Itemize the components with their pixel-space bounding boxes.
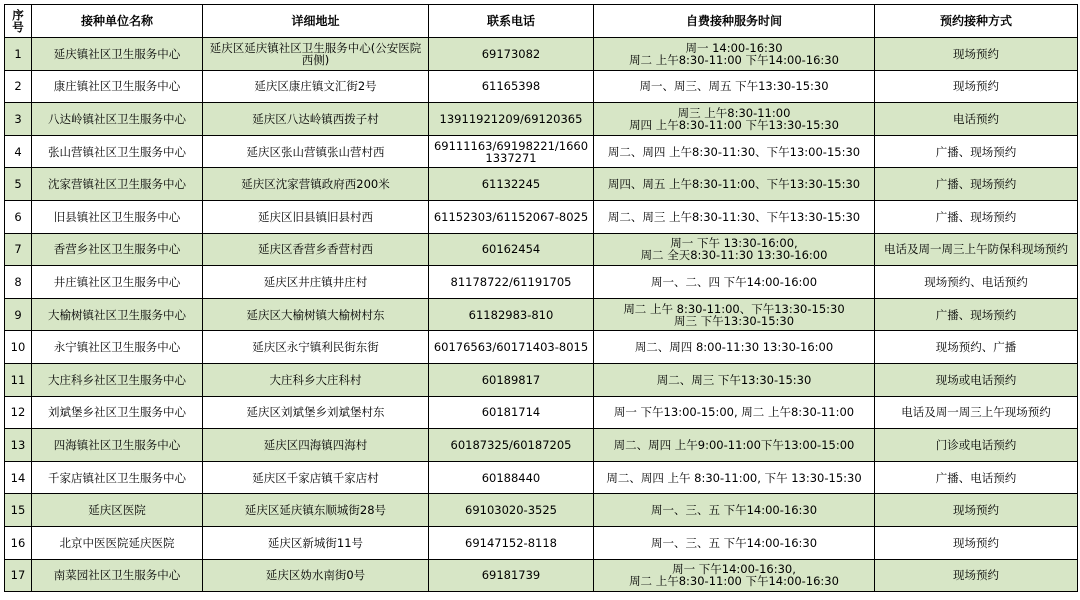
cell-address-text: 延庆区延庆镇社区卫生服务中心(公安医院西侧) [209,40,422,67]
cell-booking-method [875,298,1078,331]
cell-index-text: 12 [10,405,26,420]
cell-unit-name-text: 井庄镇社区卫生服务中心 [53,274,181,289]
cell-service-time-text: 周一 下午14:00-16:30, 周二 上午8:30-11:00 下午14:00-16:30 [629,562,839,589]
table-row [5,559,1078,592]
cell-address [203,200,429,233]
table-row [5,396,1078,429]
cell-phone [429,559,594,592]
cell-phone [429,70,594,103]
cell-address-text: 延庆区新城街11号 [267,535,364,550]
cell-booking-method [875,200,1078,233]
cell-address [203,429,429,462]
cell-phone-text: 60187325/60187205 [450,437,572,452]
cell-index [5,396,32,429]
cell-booking-method-text: 电话及周一周三上午防保科现场预约 [884,242,1068,257]
cell-phone-text: 61132245 [481,177,541,192]
cell-index [5,461,32,494]
cell-booking-method-text: 广播、电话预约 [935,470,1017,485]
cell-index [5,298,32,331]
cell-booking-method [875,429,1078,462]
cell-address-text: 延庆区延庆镇东顺城街28号 [244,503,387,518]
cell-service-time-text: 周二 上午 8:30-11:00、下午13:30-15:30 周三 下午13:30-15:30 [623,301,845,328]
cell-address-text: 延庆区旧县镇旧县村西 [258,209,373,224]
cell-service-time-text: 周一、三、五 下午14:00-16:30 [650,503,818,518]
cell-index [5,200,32,233]
cell-index-text: 7 [14,242,22,257]
cell-unit-name [32,396,203,429]
cell-index-text: 6 [14,209,22,224]
header-booking-method: 预约接种方式 [875,5,1078,38]
cell-phone-text: 61182983-810 [468,307,554,322]
cell-unit-name [32,168,203,201]
cell-index-text: 4 [14,144,22,159]
cell-index-text: 13 [10,437,26,452]
cell-booking-method-text: 现场或电话预约 [935,372,1017,387]
vaccination-table [4,4,1078,592]
cell-address-text: 大庄科乡大庄科村 [269,372,362,387]
cell-address-text: 延庆区四海镇四海村 [263,437,368,452]
cell-address [203,70,429,103]
table-row [5,233,1078,266]
cell-unit-name-text: 千家店镇社区卫生服务中心 [48,470,186,485]
table-row [5,526,1078,559]
cell-unit-name [32,266,203,299]
cell-unit-name [32,494,203,527]
cell-booking-method-text: 现场预约、电话预约 [924,274,1028,289]
cell-booking-method-text: 现场预约 [953,503,999,518]
cell-phone [429,298,594,331]
cell-unit-name-text: 大榆树镇社区卫生服务中心 [48,307,186,322]
cell-unit-name [32,233,203,266]
cell-service-time-text: 周一 下午 13:30-16:00, 周二 全天8:30-11:30 13:30-16:00 [640,236,828,263]
cell-service-time [594,363,875,396]
table-row [5,331,1078,364]
cell-address [203,168,429,201]
header-unit-name: 接种单位名称 [32,5,203,38]
cell-booking-method [875,494,1078,527]
cell-booking-method-text: 广播、现场预约 [935,307,1017,322]
cell-service-time-text: 周二、周四 上午8:30-11:30、下午13:00-15:30 [607,144,861,159]
cell-phone-text: 60181714 [481,405,541,420]
cell-unit-name-text: 张山营镇社区卫生服务中心 [48,144,186,159]
cell-unit-name-text: 北京中医医院延庆医院 [59,535,175,550]
cell-service-time-text: 周二、周三 下午13:30-15:30 [656,372,812,387]
cell-index-text: 15 [10,503,26,518]
cell-phone-text: 61152303/61152067-8025 [433,209,589,224]
cell-booking-method-text: 广播、现场预约 [935,177,1017,192]
cell-booking-method-text: 现场预约 [953,535,999,550]
cell-address [203,526,429,559]
cell-index [5,233,32,266]
cell-phone [429,331,594,364]
cell-index [5,429,32,462]
cell-booking-method [875,70,1078,103]
cell-address [203,103,429,136]
cell-booking-method [875,168,1078,201]
cell-unit-name [32,559,203,592]
cell-unit-name-text: 延庆区医院 [88,503,146,518]
cell-index [5,266,32,299]
cell-phone [429,38,594,71]
cell-booking-method-text: 现场预约 [953,46,999,61]
header-address: 详细地址 [203,5,429,38]
cell-service-time [594,103,875,136]
cell-address-text: 延庆区沈家营镇政府西200米 [241,177,390,192]
cell-booking-method-text: 现场预约、广播 [935,340,1017,355]
cell-index-text: 14 [10,470,26,485]
table-body [5,38,1078,592]
cell-service-time-text: 周一、周三、周五 下午13:30-15:30 [639,79,829,94]
cell-unit-name-text: 香营乡社区卫生服务中心 [53,242,181,257]
cell-index [5,559,32,592]
cell-phone-text: 69181739 [481,568,541,583]
cell-address [203,38,429,71]
cell-unit-name-text: 四海镇社区卫生服务中心 [53,437,181,452]
cell-service-time [594,298,875,331]
cell-address [203,396,429,429]
cell-index [5,38,32,71]
table-row [5,298,1078,331]
cell-address-text: 延庆区妫水南街0号 [265,568,366,583]
cell-phone [429,200,594,233]
table-row [5,38,1078,71]
cell-booking-method [875,266,1078,299]
cell-unit-name-text: 大庄科乡社区卫生服务中心 [48,372,186,387]
cell-booking-method [875,233,1078,266]
cell-index [5,70,32,103]
cell-phone [429,494,594,527]
cell-phone [429,363,594,396]
cell-service-time [594,559,875,592]
cell-address [203,461,429,494]
cell-unit-name [32,70,203,103]
table-row [5,168,1078,201]
cell-service-time-text: 周一、三、五 下午14:00-16:30 [650,535,818,550]
cell-unit-name-text: 永宁镇社区卫生服务中心 [53,340,181,355]
cell-address [203,363,429,396]
cell-index [5,168,32,201]
cell-booking-method [875,38,1078,71]
cell-phone-text: 69103020-3525 [465,503,557,518]
cell-index-text: 16 [10,535,26,550]
cell-unit-name-text: 旧县镇社区卫生服务中心 [53,209,181,224]
cell-phone [429,168,594,201]
cell-phone [429,461,594,494]
cell-index [5,363,32,396]
cell-service-time [594,70,875,103]
cell-booking-method [875,526,1078,559]
cell-address-text: 延庆区千家店镇千家店村 [252,470,379,485]
cell-address [203,559,429,592]
cell-service-time [594,200,875,233]
cell-address-text: 延庆区永宁镇利民街东街 [252,340,379,355]
cell-address [203,298,429,331]
cell-index [5,103,32,136]
cell-unit-name-text: 康庄镇社区卫生服务中心 [53,79,181,94]
cell-phone-text: 69111163/69198221/16601337271 [433,138,589,165]
table-row [5,135,1078,168]
cell-address [203,331,429,364]
cell-service-time [594,429,875,462]
cell-unit-name-text: 八达岭镇社区卫生服务中心 [48,111,186,126]
cell-index-text: 3 [14,111,22,126]
cell-booking-method-text: 电话及周一周三上午现场预约 [901,405,1051,420]
cell-service-time-text: 周一 14:00-16:30 周二 上午8:30-11:00 下午14:00-16:30 [629,40,839,67]
cell-phone-text: 60188440 [481,470,541,485]
cell-phone [429,135,594,168]
cell-booking-method [875,396,1078,429]
cell-service-time-text: 周二、周三 上午8:30-11:30、下午13:30-15:30 [607,209,861,224]
cell-unit-name [32,135,203,168]
cell-phone-text: 81178722/61191705 [450,274,572,289]
cell-unit-name-text: 刘斌堡乡社区卫生服务中心 [48,405,186,420]
cell-unit-name [32,103,203,136]
cell-phone-text: 69173082 [481,46,541,61]
cell-booking-method-text: 现场预约 [953,568,999,583]
cell-index-text: 11 [10,372,26,387]
cell-address-text: 延庆区康庄镇文汇街2号 [254,79,377,94]
cell-service-time-text: 周二、周四 上午9:00-11:00下午13:00-15:00 [613,437,855,452]
cell-address-text: 延庆区八达岭镇西拨子村 [252,111,379,126]
cell-index-text: 2 [14,79,22,94]
cell-booking-method-text: 现场预约 [953,79,999,94]
cell-phone-text: 69147152-8118 [465,535,557,550]
cell-address-text: 延庆区井庄镇井庄村 [263,274,368,289]
cell-index-text: 17 [10,568,26,583]
cell-index-text: 10 [10,340,26,355]
cell-address [203,266,429,299]
cell-unit-name [32,363,203,396]
cell-unit-name [32,429,203,462]
cell-service-time [594,396,875,429]
header-row [5,5,1078,38]
cell-service-time-text: 周二、周四 上午 8:30-11:00, 下午 13:30-15:30 [606,470,862,485]
table-row [5,429,1078,462]
header-service-time: 自费接种服务时间 [594,5,875,38]
cell-service-time [594,38,875,71]
cell-unit-name [32,331,203,364]
cell-phone [429,429,594,462]
cell-phone-text: 60162454 [481,242,541,257]
table-row [5,266,1078,299]
cell-index [5,135,32,168]
table-row [5,494,1078,527]
table-row [5,70,1078,103]
cell-phone [429,103,594,136]
cell-service-time [594,494,875,527]
cell-index-text: 9 [14,307,22,322]
cell-unit-name-text: 沈家营镇社区卫生服务中心 [48,177,186,192]
cell-address [203,494,429,527]
cell-unit-name [32,38,203,71]
cell-phone-text: 61165398 [481,79,541,94]
table-row [5,200,1078,233]
table-row [5,461,1078,494]
cell-booking-method [875,363,1078,396]
cell-booking-method-text: 广播、现场预约 [935,209,1017,224]
cell-booking-method-text: 门诊或电话预约 [935,437,1017,452]
cell-booking-method [875,135,1078,168]
cell-booking-method [875,559,1078,592]
cell-phone-text: 60189817 [481,372,541,387]
table-wrapper [4,4,1078,592]
cell-phone-text: 60176563/60171403-8015 [433,340,589,355]
cell-service-time [594,526,875,559]
cell-service-time-text: 周一、二、四 下午14:00-16:00 [650,274,818,289]
cell-service-time-text: 周二、周四 8:00-11:30 13:30-16:00 [634,340,834,355]
cell-service-time [594,135,875,168]
cell-service-time-text: 周三 上午8:30-11:00 周四 上午8:30-11:00 下午13:30-15:30 [629,105,839,132]
cell-address-text: 延庆区张山营镇张山营村西 [246,144,385,159]
cell-address-text: 延庆区大榆树镇大榆树村东 [246,307,385,322]
cell-address [203,233,429,266]
cell-service-time [594,461,875,494]
cell-index-text: 8 [14,274,22,289]
cell-index-text: 1 [14,46,22,61]
cell-address [203,135,429,168]
cell-phone [429,233,594,266]
cell-service-time [594,331,875,364]
cell-service-time [594,168,875,201]
cell-address-text: 延庆区香营乡香营村西 [258,242,373,257]
cell-service-time [594,266,875,299]
cell-address-text: 延庆区刘斌堡乡刘斌堡村东 [246,405,385,420]
cell-unit-name-text: 延庆镇社区卫生服务中心 [53,46,181,61]
cell-index [5,331,32,364]
cell-unit-name [32,526,203,559]
table-row [5,363,1078,396]
cell-unit-name [32,298,203,331]
cell-unit-name-text: 南菜园社区卫生服务中心 [53,568,181,583]
cell-unit-name [32,461,203,494]
cell-booking-method-text: 电话预约 [953,111,999,126]
cell-booking-method [875,461,1078,494]
cell-service-time-text: 周一 下午13:00-15:00, 周二 上午8:30-11:00 [613,405,855,420]
cell-index [5,526,32,559]
cell-service-time [594,233,875,266]
cell-phone [429,266,594,299]
header-phone: 联系电话 [429,5,594,38]
cell-index-text: 5 [14,177,22,192]
header-index: 序号 [5,5,32,38]
cell-booking-method-text: 广播、现场预约 [935,144,1017,159]
cell-service-time-text: 周四、周五 上午8:30-11:00、下午13:30-15:30 [607,177,861,192]
cell-phone-text: 13911921209/69120365 [439,111,583,126]
cell-phone [429,526,594,559]
cell-unit-name [32,200,203,233]
cell-phone [429,396,594,429]
table-row [5,103,1078,136]
cell-booking-method [875,331,1078,364]
cell-booking-method [875,103,1078,136]
cell-index [5,494,32,527]
